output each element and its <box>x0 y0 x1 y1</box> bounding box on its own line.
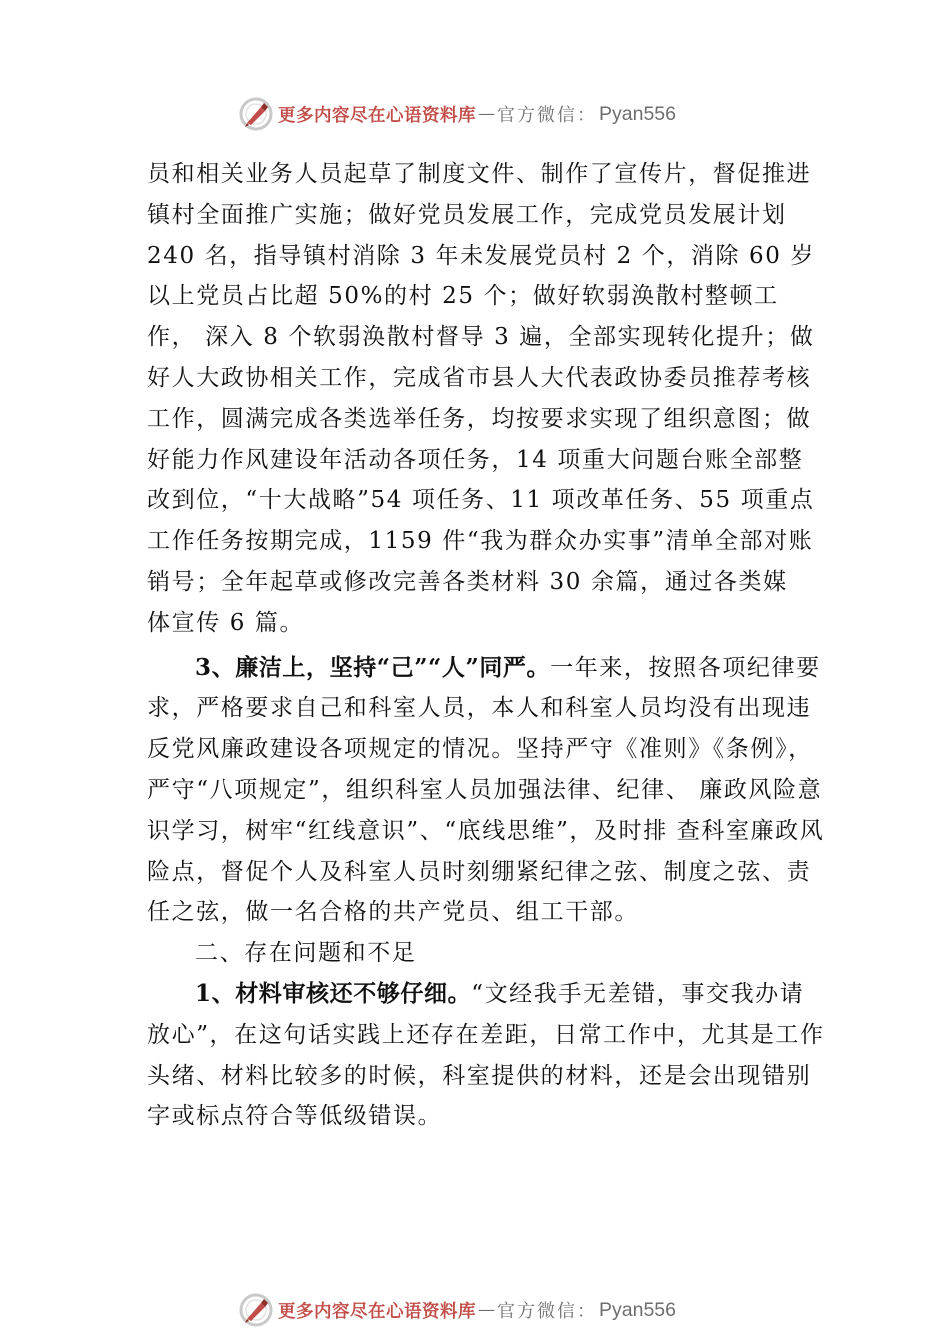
brand-text: 更多内容尽在心语资料库 <box>278 105 476 126</box>
pen-logo-icon <box>238 1292 274 1328</box>
item-1-paragraph <box>147 974 827 1137</box>
paragraph-1-tail: 体宣传 6 篇。 <box>147 609 305 636</box>
section-3-lead: 3、廉洁上，坚持“己”“人”同严。 <box>195 653 551 681</box>
document-body <box>147 154 827 1137</box>
official-wechat-label: 官方微信： <box>497 105 597 126</box>
header-banner <box>238 94 676 134</box>
banner-dash: — <box>478 1300 495 1320</box>
wechat-id: Pyan556 <box>599 1298 676 1321</box>
section-3-paragraph <box>147 648 827 934</box>
brand-text: 更多内容尽在心语资料库 <box>278 1301 476 1322</box>
footer-banner <box>238 1290 676 1330</box>
item-1-lead: 1、材料审核还不够仔细。 <box>195 979 472 1007</box>
section-heading-2: 二、存在问题和不足 <box>195 940 417 967</box>
section-3-body: 一年来，按照各项纪律要求，严格要求自己和科室人员，本人和科室人员均没有出现违反党风廉政建设各项规定的情况。坚持严守《准则》《条例》，严守“八项规定”，组织科室人员加强法律、纪律、 廉政风险意识学习，树牢“红线意识”、“底线思维”，及时排 查科室廉政风险点，督促个人及科室人员时刻绷紧纪律之弦、制度之弦、责任之弦，做一名合格的共产党员、组工干部。 <box>147 654 825 926</box>
wechat-id: Pyan556 <box>599 102 676 125</box>
pen-logo-icon <box>238 96 274 132</box>
banner-dash: — <box>478 104 495 124</box>
item-1-body: “文经我手无差错，事交我办请放心”，在这句话实践上还存在差距，日常工作中，尤其是工作头绪、材料比较多的时候，科室提供的材料，还是会出现错别字或标点符合等低级错误。 <box>147 980 825 1130</box>
official-wechat-label: 官方微信： <box>497 1301 597 1322</box>
paragraph-1: 员和相关业务人员起草了制度文件、制作了宣传片，督促推进镇村全面推广实施；做好党员发展工作，完成党员发展计划 240 名，指导镇村消除 3 年未发展党员村 2 个，消除 60 岁以上党员占比超 50%的村 25 个；做好软弱涣散村整顿工作， 深入 8 个软弱涣散村督导 3 遍，全部实现转化提升；做好人大政协相关工作，完成省市县人大代表政协委员推荐考核工作，圆满完成各类选举任务，均按要求实现了组织意图；做好能力作风建设年活动各项任务，14 项重大问题台账全部整改到位，“十大战略”54 项任务、11 项改革任务、55 项重点工作任务按期完成，1159 件“我为群众办实事”清单全部对账销号；全年起草或修改完善各类材料 30 余篇，通过各类媒 <box>147 161 816 595</box>
